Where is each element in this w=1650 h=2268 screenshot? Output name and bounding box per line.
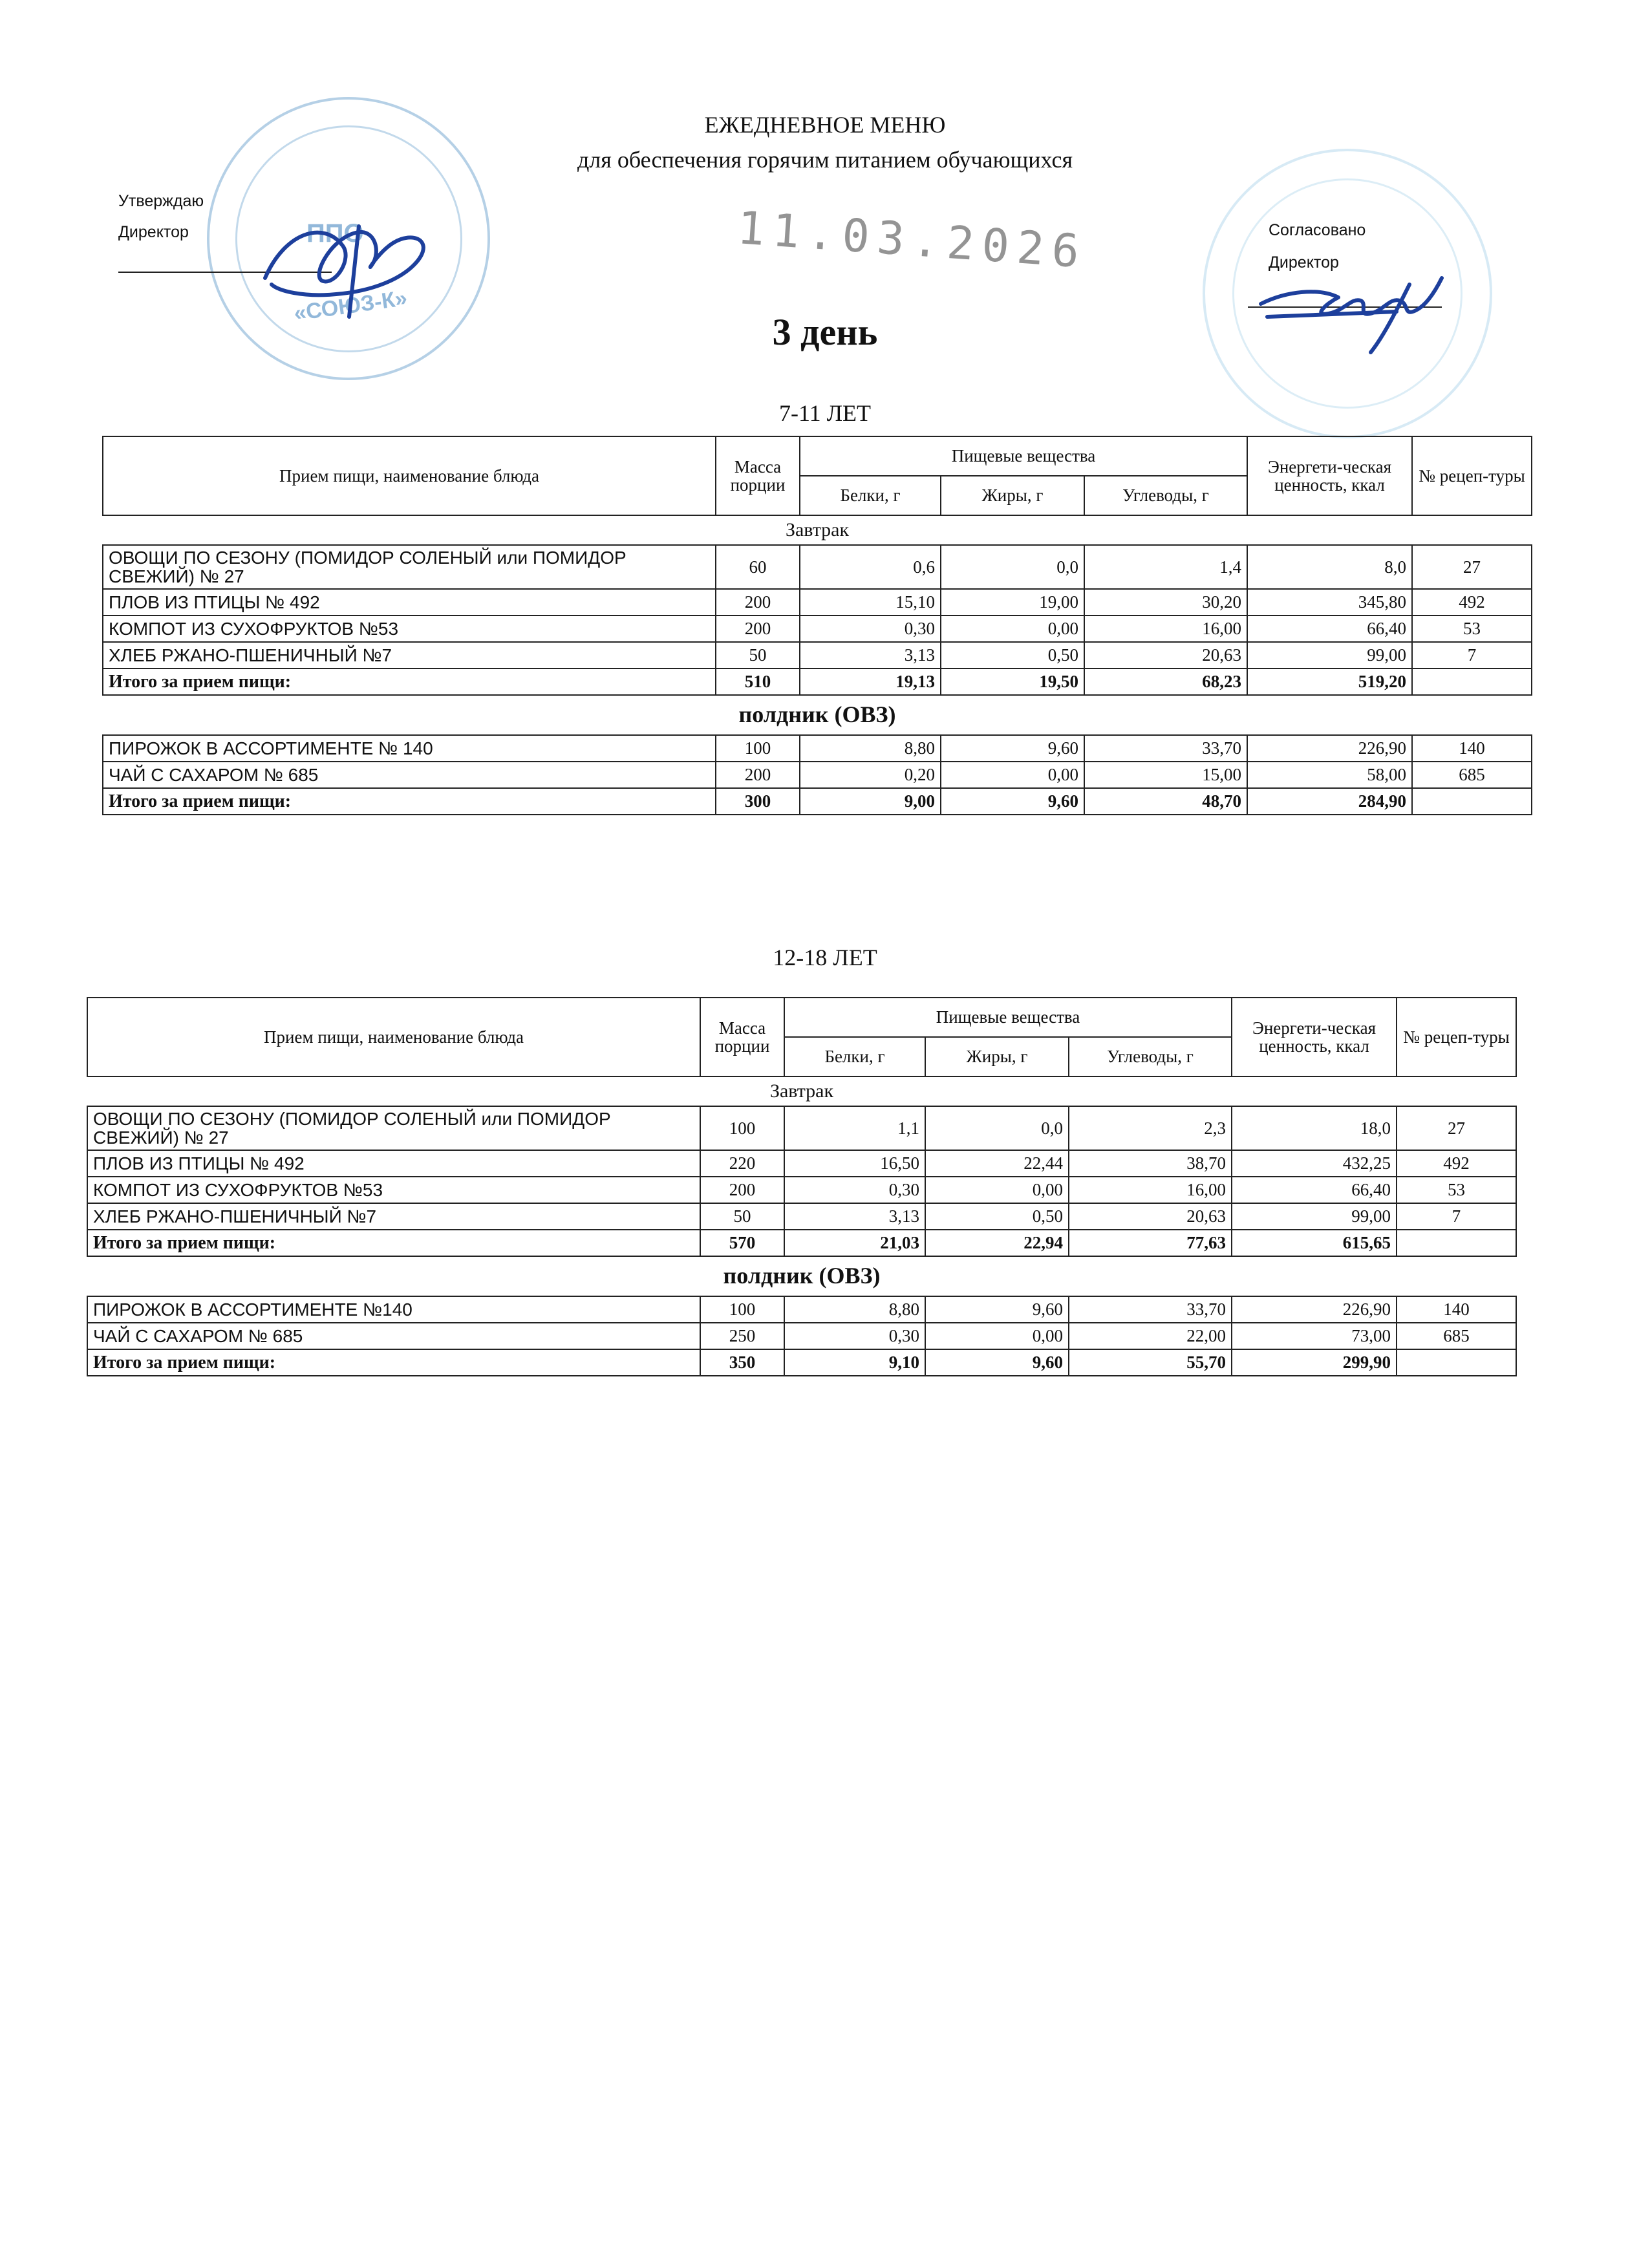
total-row: Итого за прием пищи: 510 19,13 19,50 68,23 519,20 — [103, 669, 1532, 695]
col-name-header: Прием пищи, наименование блюда — [103, 436, 716, 515]
menu-table-7-11 — [102, 436, 1532, 815]
total-row: Итого за прием пищи: 300 9,00 9,60 48,70 284,90 — [103, 788, 1532, 815]
table-row: ПЛОВ ИЗ ПТИЦЫ № 492 220 16,50 22,44 38,70 432,25 492 — [87, 1150, 1516, 1177]
table-row: ХЛЕБ РЖАНО-ПШЕНИЧНЫЙ №7 50 3,13 0,50 20,63 99,00 7 — [87, 1203, 1516, 1230]
col-recipe-header: № рецеп-туры — [1412, 436, 1532, 515]
agree-role: Директор — [1269, 253, 1339, 272]
table-row: ПЛОВ ИЗ ПТИЦЫ № 492 200 15,10 19,00 30,20 345,80 492 — [103, 589, 1532, 615]
total-row: Итого за прием пищи: 570 21,03 22,94 77,63 615,65 — [87, 1230, 1516, 1256]
table-row: ЧАЙ С САХАРОМ № 685 200 0,20 0,00 15,00 58,00 685 — [103, 762, 1532, 788]
meal-title: полдник (ОВЗ) — [103, 695, 1532, 735]
col-nutrients-header: Пищевые вещества — [784, 998, 1232, 1037]
table-row: ОВОЩИ ПО СЕЗОНУ (ПОМИДОР СОЛЕНЫЙ или ПОМИДОР СВЕЖИЙ) № 27 100 1,1 0,0 2,3 18,0 27 — [87, 1106, 1516, 1150]
menu-table-12-18 — [87, 997, 1517, 1376]
handwritten-date: 11.03.2026 — [735, 201, 1089, 279]
document-subtitle: для обеспечения горячим питанием обучающихся — [577, 147, 1073, 173]
age-group-heading: 12-18 ЛЕТ — [773, 945, 877, 970]
table-row: КОМПОТ ИЗ СУХОФРУКТОВ №53 200 0,30 0,00 16,00 66,40 53 — [103, 615, 1532, 642]
col-energy-header: Энергети-ческая ценность, ккал — [1247, 436, 1412, 515]
approve-role: Директор — [118, 223, 189, 241]
table-row: ОВОЩИ ПО СЕЗОНУ (ПОМИДОР СОЛЕНЫЙ или ПОМИДОР СВЕЖИЙ) № 27 60 0,6 0,0 1,4 8,0 27 — [103, 545, 1532, 589]
col-protein-header: Белки, г — [800, 476, 941, 515]
col-name-header: Прием пищи, наименование блюда — [87, 998, 700, 1076]
day-heading: 3 день — [772, 311, 878, 353]
col-mass-header: Масса порции — [716, 436, 800, 515]
total-row: Итого за прием пищи: 350 9,10 9,60 55,70 299,90 — [87, 1349, 1516, 1376]
director-signature-left — [246, 187, 459, 330]
col-mass-header: Масса порции — [700, 998, 784, 1076]
col-nutrients-header: Пищевые вещества — [800, 436, 1247, 476]
document-title: ЕЖЕДНЕВНОЕ МЕНЮ — [704, 112, 946, 138]
table-row: ПИРОЖОК В АССОРТИМЕНТЕ № 140 100 8,80 9,60 33,70 226,90 140 — [103, 735, 1532, 762]
col-energy-header: Энергети-ческая ценность, ккал — [1232, 998, 1397, 1076]
col-carbs-header: Углеводы, г — [1084, 476, 1247, 515]
agree-label: Согласовано — [1269, 221, 1366, 239]
col-fat-header: Жиры, г — [941, 476, 1084, 515]
left-stamp-center: ППО — [306, 219, 364, 248]
left-stamp-name: «СОЮЗ-К» — [292, 285, 409, 326]
table-row: ПИРОЖОК В АССОРТИМЕНТЕ №140 100 8,80 9,60 33,70 226,90 140 — [87, 1296, 1516, 1323]
col-fat-header: Жиры, г — [925, 1037, 1069, 1076]
table-row: КОМПОТ ИЗ СУХОФРУКТОВ №53 200 0,30 0,00 16,00 66,40 53 — [87, 1177, 1516, 1203]
meal-title: Завтрак — [103, 515, 1532, 545]
meal-title: Завтрак — [87, 1076, 1516, 1106]
col-recipe-header: № рецеп-туры — [1397, 998, 1516, 1076]
table-row: ЧАЙ С САХАРОМ № 685 250 0,30 0,00 22,00 73,00 685 — [87, 1323, 1516, 1349]
col-protein-header: Белки, г — [784, 1037, 925, 1076]
meal-title: полдник (ОВЗ) — [87, 1256, 1516, 1296]
col-carbs-header: Углеводы, г — [1069, 1037, 1232, 1076]
age-group-heading: 7-11 ЛЕТ — [778, 400, 872, 426]
approve-label: Утверждаю — [118, 192, 204, 210]
table-row: ХЛЕБ РЖАНО-ПШЕНИЧНЫЙ №7 50 3,13 0,50 20,63 99,00 7 — [103, 642, 1532, 669]
